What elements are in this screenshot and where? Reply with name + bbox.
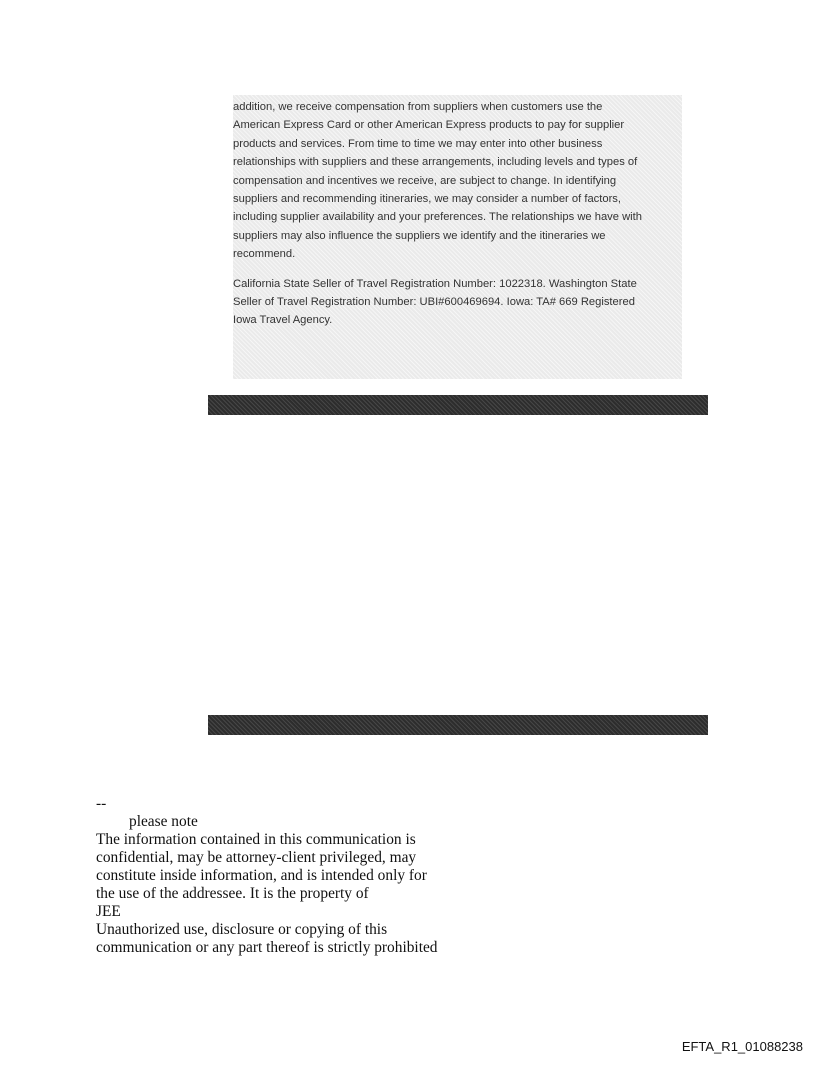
redaction-bar-top [208,395,708,415]
redaction-bar-bottom [208,715,708,735]
disclaimer-line: JEE [96,903,121,920]
email-disclaimer [96,795,516,957]
disclaimer-line: constitute inside information, and is intended only for [96,867,427,884]
note-label: please note [129,813,198,830]
registration-paragraph: California State Seller of Travel Registration Number: 1022318. Washington State Seller of Travel Registration Number: UBI#600469694. Iowa: TA# 669 Registered Iowa Travel Agency. [233,277,637,327]
signature-separator: -- [96,795,107,812]
compensation-paragraph: addition, we receive compensation from suppliers when customers use the American Express Card or other American Express products to pay for supplier products and services. From time to time we may enter into other business relationships with suppliers and these arrangements, including levels and types of compensation and incentives we receive, are subject to change. In identifying suppliers and recommending itineraries, we may consider a number of factors, including supplier availability and your preferences. The relationships we have with suppliers may also influence the suppliers we identify and the itineraries we recommend. [233,101,642,261]
disclaimer-line: the use of the addressee. It is the property of [96,885,369,902]
disclaimer-line: confidential, may be attorney-client privileged, may [96,849,417,866]
document-id: EFTA_R1_01088238 [681,1039,803,1054]
disclaimer-line: Unauthorized use, disclosure or copying of this [96,921,388,938]
disclaimer-line: communication or any part thereof is strictly prohibited [96,939,438,956]
travel-notice-box [233,95,682,379]
disclaimer-line: The information contained in this communication is [96,831,416,848]
